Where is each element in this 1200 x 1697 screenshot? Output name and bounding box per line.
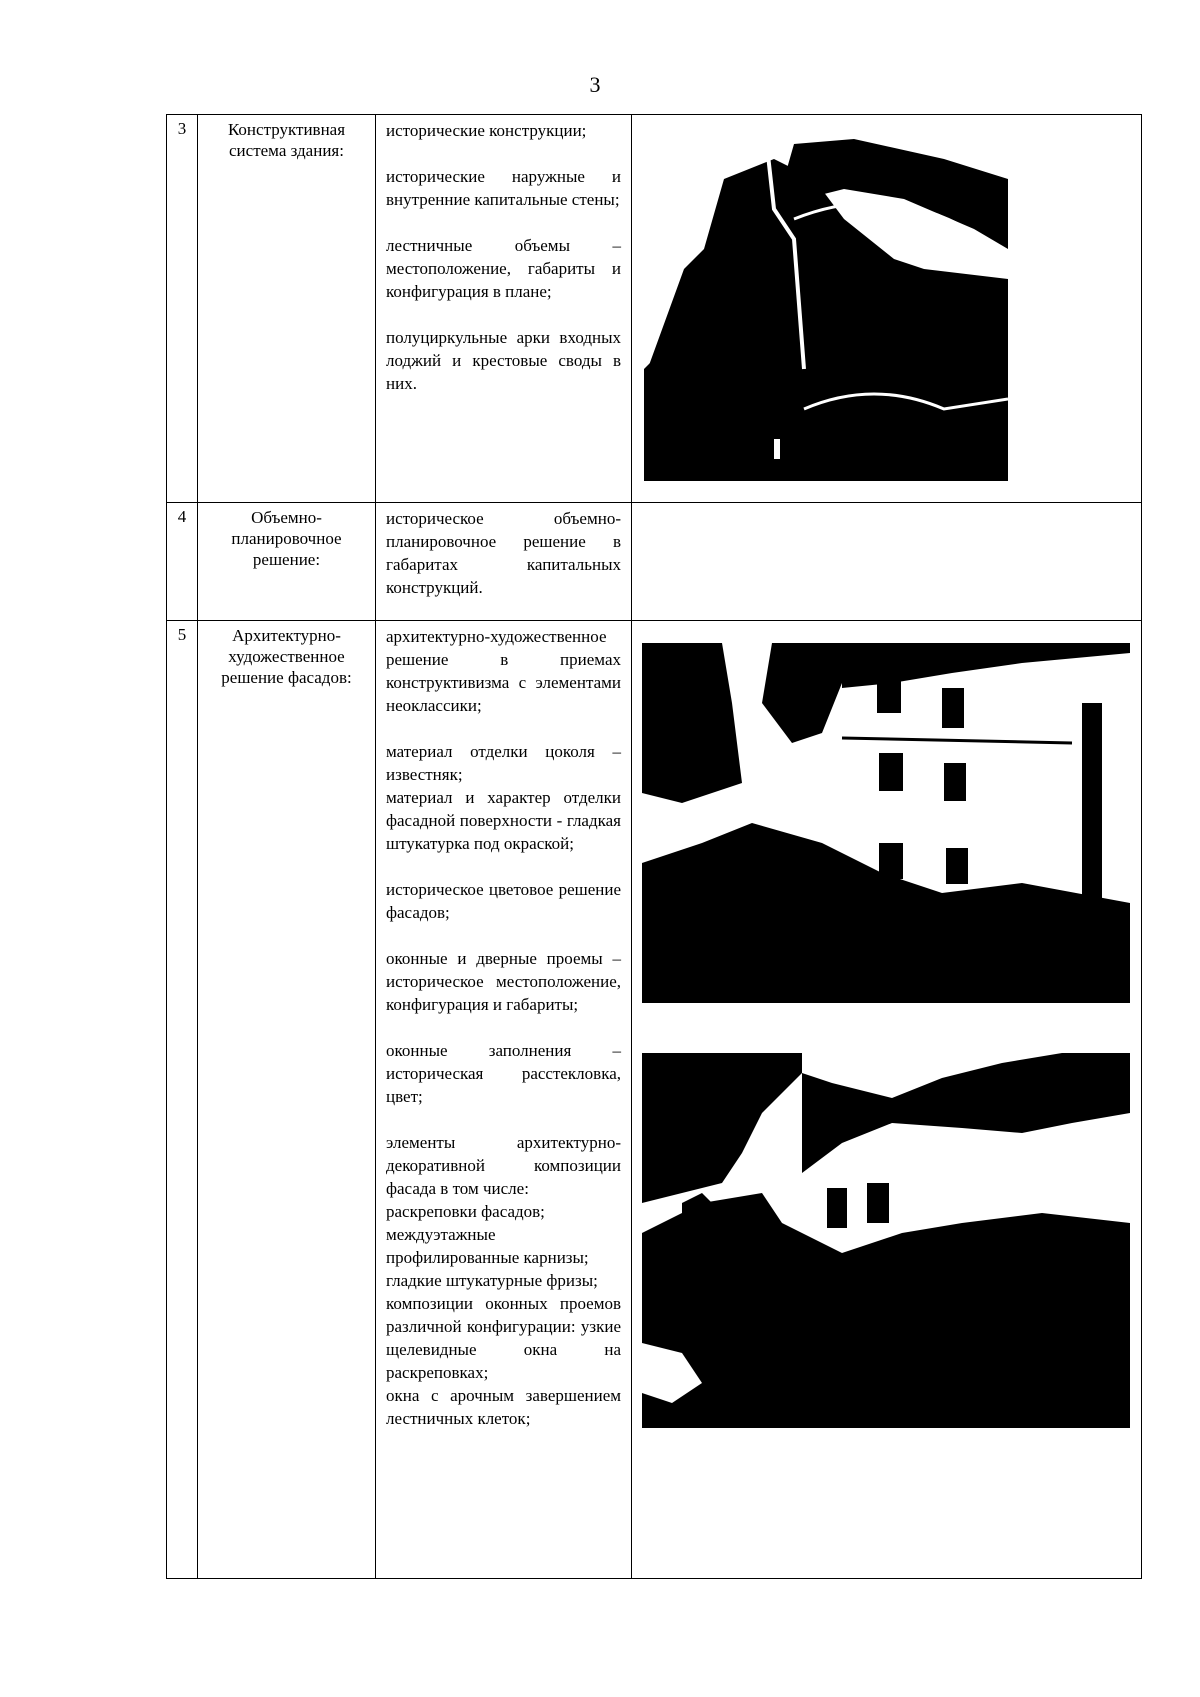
row-title: Объемно-планировочное решение: [198,503,376,621]
list-item: исторические наружные и внутренние капитальные стены; [386,167,621,209]
row-number: 4 [167,503,198,621]
list-item: окна с арочным завершением лестничных клеток; [386,1386,621,1428]
list-item: архитектурно-художественное решение в приемах конструктивизма с элементами неоклассики; [386,627,621,715]
list-item: раскреповки фасадов; [386,1202,545,1221]
vault-photo [644,119,1008,481]
photo-cell [632,621,1142,1579]
list-item: элементы архитектурно-декоративной композиции фасада в том числе: [386,1133,621,1198]
row-number: 5 [167,621,198,1579]
row-description [376,621,632,1579]
facade-photo-street [642,1053,1130,1428]
list-item: гладкие штукатурные фризы; [386,1271,598,1290]
list-item: междуэтажные профилированные карнизы; [386,1225,589,1267]
row-title: Архитектурно-художественное решение фасадов: [198,621,376,1579]
list-item: материал отделки цоколя – известняк; [386,742,621,784]
facade-photo-arch [642,643,1130,1003]
row-description [376,115,632,503]
table-row [167,621,1142,1579]
list-item: оконные и дверные проемы – историческое местоположение, конфигурация и габариты; [386,949,621,1014]
table-row [167,115,1142,503]
list-item: оконные заполнения – историческая расстекловка, цвет; [386,1041,621,1106]
list-item: композиции оконных проемов различной конфигурации: узкие щелевидные окна на раскреповках; [386,1294,621,1382]
table-row [167,503,1142,621]
photo-cell [632,503,1142,621]
list-item: историческое объемно-планировочное решение в габаритах капитальных конструкций. [386,509,621,597]
row-title: Конструктивная система здания: [198,115,376,503]
list-item: историческое цветовое решение фасадов; [386,880,621,922]
page-number: 3 [589,72,601,97]
row-description [376,503,632,621]
row-number: 3 [167,115,198,503]
list-item: лестничные объемы – местоположение, габариты и конфигурация в плане; [386,236,621,301]
list-item: полуциркульные арки входных лоджий и крестовые своды в них. [386,328,621,393]
protection-subjects-table [166,114,1142,1579]
photo-cell [632,115,1142,503]
list-item: материал и характер отделки фасадной поверхности - гладкая штукатурка под окраской; [386,788,621,853]
list-item: исторические конструкции; [386,121,587,140]
